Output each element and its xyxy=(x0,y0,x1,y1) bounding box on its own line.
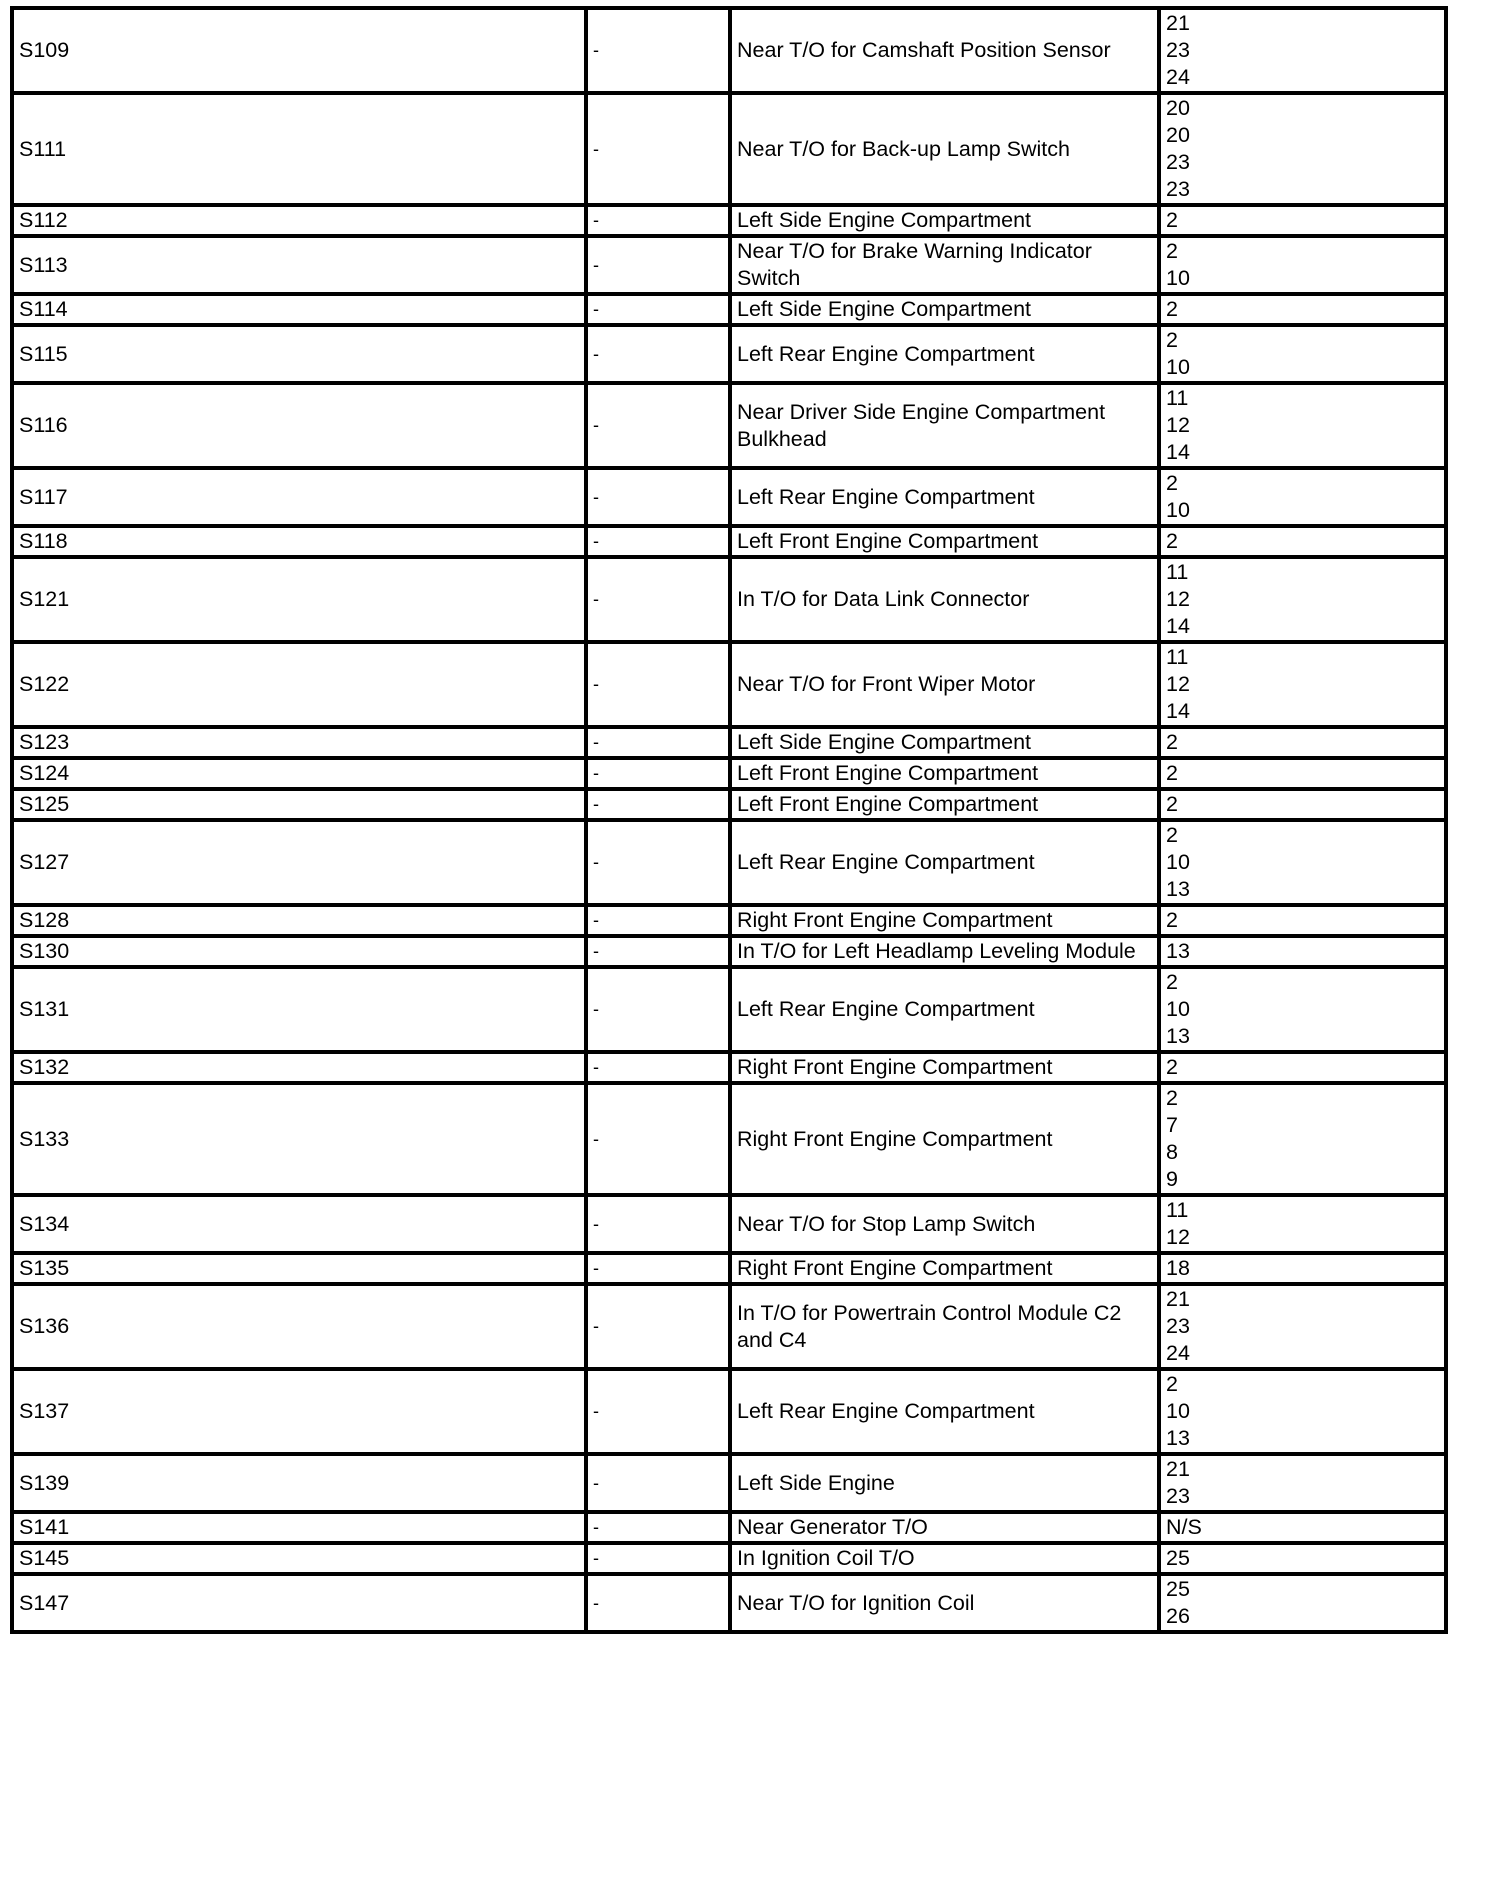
table-row xyxy=(12,557,1446,642)
page-number: 23 xyxy=(1166,150,1190,174)
pages-cell xyxy=(1159,642,1446,727)
splice-id-cell: S122 xyxy=(12,642,586,727)
splice-id-cell: S127 xyxy=(12,820,586,905)
table-row xyxy=(12,294,1446,325)
page-number: 2 xyxy=(1166,471,1178,495)
location-cell: In Ignition Coil T/O xyxy=(730,1543,1159,1574)
table-row xyxy=(12,93,1446,205)
dash-cell: - xyxy=(586,936,730,967)
dash-cell: - xyxy=(586,236,730,294)
location-cell: In T/O for Powertrain Control Module C2 and C4 xyxy=(730,1284,1159,1369)
dash-cell: - xyxy=(586,820,730,905)
pages-cell xyxy=(1159,468,1446,526)
pages-cell xyxy=(1159,1543,1446,1574)
table-row xyxy=(12,905,1446,936)
location-cell: Near T/O for Camshaft Position Sensor xyxy=(730,8,1159,93)
table-row xyxy=(12,936,1446,967)
pages-cell xyxy=(1159,789,1446,820)
splice-id-cell: S134 xyxy=(12,1195,586,1253)
location-cell: Near T/O for Back-up Lamp Switch xyxy=(730,93,1159,205)
page-number: 2 xyxy=(1166,1055,1178,1079)
page-number: 10 xyxy=(1166,1399,1190,1423)
table-row xyxy=(12,642,1446,727)
table-row xyxy=(12,1284,1446,1369)
splice-id-cell: S135 xyxy=(12,1253,586,1284)
dash-cell: - xyxy=(586,93,730,205)
page-number: 2 xyxy=(1166,1086,1178,1110)
pages-cell xyxy=(1159,727,1446,758)
pages-cell xyxy=(1159,820,1446,905)
pages-cell xyxy=(1159,905,1446,936)
splice-id-cell: S112 xyxy=(12,205,586,236)
page-number: 2 xyxy=(1166,761,1178,785)
location-cell: Left Rear Engine Compartment xyxy=(730,1369,1159,1454)
pages-cell xyxy=(1159,936,1446,967)
page-number: 10 xyxy=(1166,997,1190,1021)
page-number: 2 xyxy=(1166,730,1178,754)
page-number: 12 xyxy=(1166,413,1190,437)
page-number: 25 xyxy=(1166,1577,1190,1601)
dash-cell: - xyxy=(586,1369,730,1454)
splice-id-cell: S109 xyxy=(12,8,586,93)
pages-cell xyxy=(1159,8,1446,93)
page-number: 11 xyxy=(1166,1198,1189,1222)
dash-cell: - xyxy=(586,1253,730,1284)
page-number: 13 xyxy=(1166,877,1190,901)
pages-cell xyxy=(1159,93,1446,205)
pages-cell xyxy=(1159,526,1446,557)
splice-id-cell: S128 xyxy=(12,905,586,936)
dash-cell: - xyxy=(586,1083,730,1195)
page-number: 11 xyxy=(1166,386,1189,410)
splice-id-cell: S147 xyxy=(12,1574,586,1632)
splice-id-cell: S125 xyxy=(12,789,586,820)
dash-cell: - xyxy=(586,205,730,236)
table-row xyxy=(12,820,1446,905)
location-cell: Left Rear Engine Compartment xyxy=(730,468,1159,526)
dash-cell: - xyxy=(586,8,730,93)
page-number: 21 xyxy=(1166,11,1190,35)
dash-cell: - xyxy=(586,1574,730,1632)
page-number: 11 xyxy=(1166,560,1189,584)
dash-cell: - xyxy=(586,1454,730,1512)
page-number: 9 xyxy=(1166,1167,1178,1191)
splice-id-cell: S123 xyxy=(12,727,586,758)
pages-cell xyxy=(1159,1052,1446,1083)
page-number: 10 xyxy=(1166,355,1190,379)
table-row xyxy=(12,468,1446,526)
pages-cell xyxy=(1159,1195,1446,1253)
location-cell: Right Front Engine Compartment xyxy=(730,1083,1159,1195)
page-number: N/S xyxy=(1166,1515,1202,1539)
page-number: 21 xyxy=(1166,1457,1190,1481)
location-cell: Near T/O for Stop Lamp Switch xyxy=(730,1195,1159,1253)
splice-id-cell: S124 xyxy=(12,758,586,789)
dash-cell: - xyxy=(586,383,730,468)
table-row xyxy=(12,967,1446,1052)
page-number: 25 xyxy=(1166,1546,1190,1570)
page-number: 21 xyxy=(1166,1287,1190,1311)
location-cell: Left Rear Engine Compartment xyxy=(730,820,1159,905)
dash-cell: - xyxy=(586,468,730,526)
table-row xyxy=(12,1253,1446,1284)
page-number: 2 xyxy=(1166,239,1178,263)
splice-id-cell: S118 xyxy=(12,526,586,557)
page-number: 7 xyxy=(1166,1113,1178,1137)
location-cell: Right Front Engine Compartment xyxy=(730,1253,1159,1284)
page-number: 2 xyxy=(1166,1372,1178,1396)
table-row xyxy=(12,1052,1446,1083)
page-number: 2 xyxy=(1166,529,1178,553)
page-number: 13 xyxy=(1166,1024,1190,1048)
dash-cell: - xyxy=(586,1512,730,1543)
page-number: 23 xyxy=(1166,1484,1190,1508)
dash-cell: - xyxy=(586,967,730,1052)
splice-id-cell: S114 xyxy=(12,294,586,325)
page-number: 10 xyxy=(1166,850,1190,874)
table-row xyxy=(12,1512,1446,1543)
location-cell: Near Generator T/O xyxy=(730,1512,1159,1543)
location-cell: Left Front Engine Compartment xyxy=(730,526,1159,557)
splice-id-cell: S111 xyxy=(12,93,586,205)
splice-id-cell: S121 xyxy=(12,557,586,642)
splice-id-cell: S113 xyxy=(12,236,586,294)
page-number: 8 xyxy=(1166,1140,1178,1164)
dash-cell: - xyxy=(586,905,730,936)
dash-cell: - xyxy=(586,325,730,383)
splice-table xyxy=(10,6,1448,1634)
table-row xyxy=(12,1543,1446,1574)
dash-cell: - xyxy=(586,557,730,642)
dash-cell: - xyxy=(586,1543,730,1574)
page-number: 12 xyxy=(1166,1225,1190,1249)
table-row xyxy=(12,383,1446,468)
page-number: 12 xyxy=(1166,672,1190,696)
dash-cell: - xyxy=(586,642,730,727)
table-row xyxy=(12,8,1446,93)
location-cell: Right Front Engine Compartment xyxy=(730,905,1159,936)
location-cell: Left Front Engine Compartment xyxy=(730,789,1159,820)
table-row xyxy=(12,325,1446,383)
table-row xyxy=(12,526,1446,557)
location-cell: Left Side Engine Compartment xyxy=(730,205,1159,236)
location-cell: Left Front Engine Compartment xyxy=(730,758,1159,789)
page-number: 24 xyxy=(1166,1341,1190,1365)
location-cell: In T/O for Data Link Connector xyxy=(730,557,1159,642)
dash-cell: - xyxy=(586,1052,730,1083)
page-number: 2 xyxy=(1166,328,1178,352)
dash-cell: - xyxy=(586,758,730,789)
location-cell: Near T/O for Brake Warning Indicator Switch xyxy=(730,236,1159,294)
page-number: 11 xyxy=(1166,645,1189,669)
pages-cell xyxy=(1159,557,1446,642)
page-number: 13 xyxy=(1166,939,1190,963)
pages-cell xyxy=(1159,1574,1446,1632)
page-number: 14 xyxy=(1166,614,1190,638)
page-number: 2 xyxy=(1166,908,1178,932)
dash-cell: - xyxy=(586,294,730,325)
page-number: 13 xyxy=(1166,1426,1190,1450)
table-row xyxy=(12,1574,1446,1632)
table-row xyxy=(12,758,1446,789)
splice-table-body xyxy=(12,8,1446,1632)
splice-id-cell: S145 xyxy=(12,1543,586,1574)
page-number: 14 xyxy=(1166,440,1190,464)
pages-cell xyxy=(1159,383,1446,468)
page-number: 2 xyxy=(1166,970,1178,994)
page-number: 2 xyxy=(1166,297,1178,321)
pages-cell xyxy=(1159,1253,1446,1284)
splice-id-cell: S137 xyxy=(12,1369,586,1454)
splice-id-cell: S117 xyxy=(12,468,586,526)
splice-id-cell: S136 xyxy=(12,1284,586,1369)
splice-id-cell: S132 xyxy=(12,1052,586,1083)
dash-cell: - xyxy=(586,727,730,758)
location-cell: Left Rear Engine Compartment xyxy=(730,325,1159,383)
table-row xyxy=(12,236,1446,294)
page-number: 23 xyxy=(1166,177,1190,201)
pages-cell xyxy=(1159,236,1446,294)
pages-cell xyxy=(1159,967,1446,1052)
table-row xyxy=(12,1454,1446,1512)
page-number: 14 xyxy=(1166,699,1190,723)
page-number: 12 xyxy=(1166,587,1190,611)
table-row xyxy=(12,1195,1446,1253)
location-cell: In T/O for Left Headlamp Leveling Module xyxy=(730,936,1159,967)
table-row xyxy=(12,1083,1446,1195)
page-number: 24 xyxy=(1166,65,1190,89)
pages-cell xyxy=(1159,205,1446,236)
location-cell: Near T/O for Front Wiper Motor xyxy=(730,642,1159,727)
location-cell: Left Rear Engine Compartment xyxy=(730,967,1159,1052)
table-row xyxy=(12,789,1446,820)
location-cell: Near T/O for Ignition Coil xyxy=(730,1574,1159,1632)
pages-cell xyxy=(1159,1369,1446,1454)
pages-cell xyxy=(1159,1454,1446,1512)
splice-id-cell: S133 xyxy=(12,1083,586,1195)
table-row xyxy=(12,1369,1446,1454)
page-number: 2 xyxy=(1166,823,1178,847)
page-number: 10 xyxy=(1166,498,1190,522)
pages-cell xyxy=(1159,294,1446,325)
location-cell: Left Side Engine Compartment xyxy=(730,727,1159,758)
pages-cell xyxy=(1159,325,1446,383)
splice-id-cell: S139 xyxy=(12,1454,586,1512)
dash-cell: - xyxy=(586,1195,730,1253)
page-number: 2 xyxy=(1166,792,1178,816)
page-number: 20 xyxy=(1166,96,1190,120)
dash-cell: - xyxy=(586,1284,730,1369)
page-number: 20 xyxy=(1166,123,1190,147)
page-number: 23 xyxy=(1166,38,1190,62)
pages-cell xyxy=(1159,758,1446,789)
page-number: 23 xyxy=(1166,1314,1190,1338)
splice-id-cell: S115 xyxy=(12,325,586,383)
location-cell: Right Front Engine Compartment xyxy=(730,1052,1159,1083)
table-row xyxy=(12,205,1446,236)
dash-cell: - xyxy=(586,789,730,820)
pages-cell xyxy=(1159,1512,1446,1543)
splice-id-cell: S116 xyxy=(12,383,586,468)
page-number: 2 xyxy=(1166,208,1178,232)
splice-id-cell: S130 xyxy=(12,936,586,967)
location-cell: Left Side Engine xyxy=(730,1454,1159,1512)
dash-cell: - xyxy=(586,526,730,557)
pages-cell xyxy=(1159,1284,1446,1369)
page-number: 10 xyxy=(1166,266,1190,290)
location-cell: Near Driver Side Engine Compartment Bulkhead xyxy=(730,383,1159,468)
splice-id-cell: S131 xyxy=(12,967,586,1052)
page-number: 26 xyxy=(1166,1604,1190,1628)
table-row xyxy=(12,727,1446,758)
location-cell: Left Side Engine Compartment xyxy=(730,294,1159,325)
page-number: 18 xyxy=(1166,1256,1190,1280)
pages-cell xyxy=(1159,1083,1446,1195)
splice-id-cell: S141 xyxy=(12,1512,586,1543)
